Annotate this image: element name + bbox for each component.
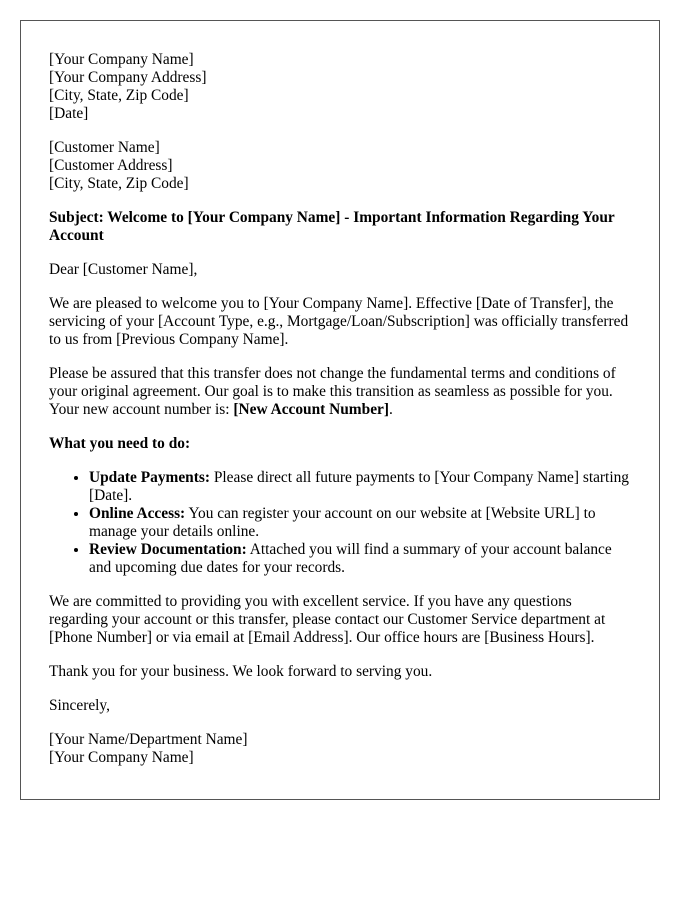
list-item-title: Review Documentation: <box>89 541 247 558</box>
signature-company: [Your Company Name] <box>49 749 194 766</box>
list-item-text: Please direct all future payments to [Your Company Name] starting [Date]. <box>89 469 630 504</box>
service-paragraph: We are committed to providing you with excellent service. If you have any questions regarding your account or this transfer, please contact our Customer Service department at [Phone Number] or via email at [Email Address]. Our office hours are [Business Hours]. <box>49 593 606 646</box>
assurance-paragraph <box>49 365 631 419</box>
sender-city-state-zip: [City, State, Zip Code] <box>49 87 189 104</box>
subject-line: Subject: Welcome to [Your Company Name] - Important Information Regarding Your Account <box>49 209 615 244</box>
list-item-title: Update Payments: <box>89 469 210 486</box>
list-item-online-access <box>89 505 631 541</box>
sender-company-address: [Your Company Address] <box>49 69 207 86</box>
salutation: Dear [Customer Name], <box>49 261 198 278</box>
recipient-name: [Customer Name] <box>49 139 160 156</box>
recipient-address: [Customer Address] <box>49 157 173 174</box>
letter-date: [Date] <box>49 105 89 122</box>
recipient-address-block <box>49 139 631 193</box>
assurance-end: . <box>388 401 393 418</box>
list-item-title: Online Access: <box>89 505 186 522</box>
list-item-text: Attached you will find a summary of your account balance and upcoming due dates for your records. <box>89 541 612 576</box>
action-list <box>49 469 631 577</box>
action-section-heading: What you need to do: <box>49 435 191 452</box>
intro-paragraph: We are pleased to welcome you to [Your Company Name]. Effective [Date of Transfer], the servicing of your [Account Type, e.g., Mortgage/Loan/Subscription] was officially transferred to us from [Previous Company Name]. <box>49 295 629 348</box>
new-account-number: [New Account Number] <box>233 401 389 418</box>
assurance-text: Please be assured that this transfer does not change the fundamental terms and conditions of your original agreement. Our goal is to make this transition as seamless as possible for you. Your new account number is: <box>49 365 616 418</box>
list-item-update-payments <box>89 469 631 505</box>
list-item-review-documentation <box>89 541 631 577</box>
sender-address-block <box>49 51 631 123</box>
thanks-paragraph: Thank you for your business. We look forward to serving you. <box>49 663 433 680</box>
list-item-text: You can register your account on our website at [Website URL] to manage your details online. <box>89 505 596 540</box>
recipient-city-state-zip: [City, State, Zip Code] <box>49 175 189 192</box>
signature-block <box>49 731 631 767</box>
letter-page <box>20 20 660 800</box>
sender-company-name: [Your Company Name] <box>49 51 194 68</box>
closing: Sincerely, <box>49 697 110 714</box>
signature-name: [Your Name/Department Name] <box>49 731 248 748</box>
